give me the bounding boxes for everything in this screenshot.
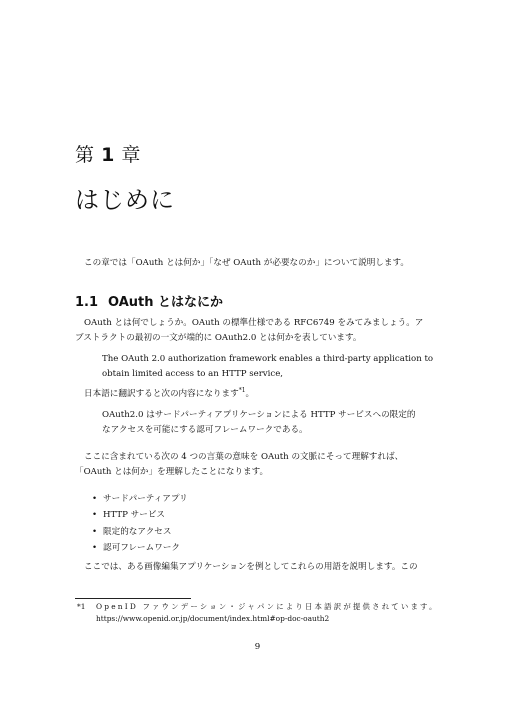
chapter-prefix: 第 xyxy=(75,144,95,166)
list-item: • サードパーティアプリ xyxy=(92,491,188,507)
intro-paragraph: この章では「OAuth とは何か」「なぜ OAuth が必要なのか」について説明します。 xyxy=(84,258,409,268)
quote-japanese-line-1: OAuth2.0 はサードパーティアプリケーションによる HTTP サービスへの限定的 xyxy=(102,410,416,420)
chapter-title: はじめに xyxy=(75,186,175,214)
footnote xyxy=(77,601,439,625)
footnote-line-1: OpenID ファウンデーション・ジャパンにより日本語訳が提供されています。 xyxy=(96,602,439,611)
translation-note-text: 日本語に翻訳すると次の内容になります xyxy=(84,389,239,399)
chapter-label xyxy=(75,140,141,167)
paragraph-1-line-1: OAuth とは何でしょうか。OAuth の標準仕様である RFC6749 をみてみましょう。ア xyxy=(84,318,424,328)
terms-list xyxy=(92,491,188,556)
footnote-mark: *1 xyxy=(77,602,86,611)
list-item: • HTTP サービス xyxy=(92,507,188,523)
footnote-reference[interactable]: *1 xyxy=(238,387,246,395)
translation-note xyxy=(75,387,441,402)
footnote-body xyxy=(96,601,439,625)
section-title: OAuth とはなにか xyxy=(108,295,224,310)
footnote-divider xyxy=(75,598,191,599)
list-item: • 限定的なアクセス xyxy=(92,524,188,540)
list-item: • 認可フレームワーク xyxy=(92,540,188,556)
quote-english-line-2: obtain limited access to an HTTP service, xyxy=(102,369,284,379)
section-number: 1.1 xyxy=(75,295,99,310)
paragraph-2-line-2: 「OAuth とは何か」を理解したことになります。 xyxy=(75,467,269,477)
chapter-number: 1 xyxy=(101,144,115,166)
paragraph-2-line-1: ここに含まれている次の 4 つの言葉の意味を OAuth の文脈にそって理解すれば、 xyxy=(84,452,404,462)
footnote-url[interactable]: https://www.openid.or.jp/document/index.html#op-doc-oauth2 xyxy=(96,614,330,623)
paragraph-3: ここでは、ある画像編集アプリケーションを例としてこれらの用語を説明します。この xyxy=(84,562,418,572)
quote-japanese-line-2: なアクセスを可能にする認可フレームワークである。 xyxy=(102,425,308,435)
quote-english-line-1: The OAuth 2.0 authorization framework enables a third-party application to xyxy=(102,354,434,364)
paragraph-1-line-2: ブストラクトの最初の一文が端的に OAuth2.0 とは何かを表しています。 xyxy=(75,333,362,343)
section-heading xyxy=(75,291,223,310)
chapter-suffix: 章 xyxy=(121,144,141,166)
page-number: 9 xyxy=(254,642,261,652)
translation-note-end: 。 xyxy=(245,389,255,399)
